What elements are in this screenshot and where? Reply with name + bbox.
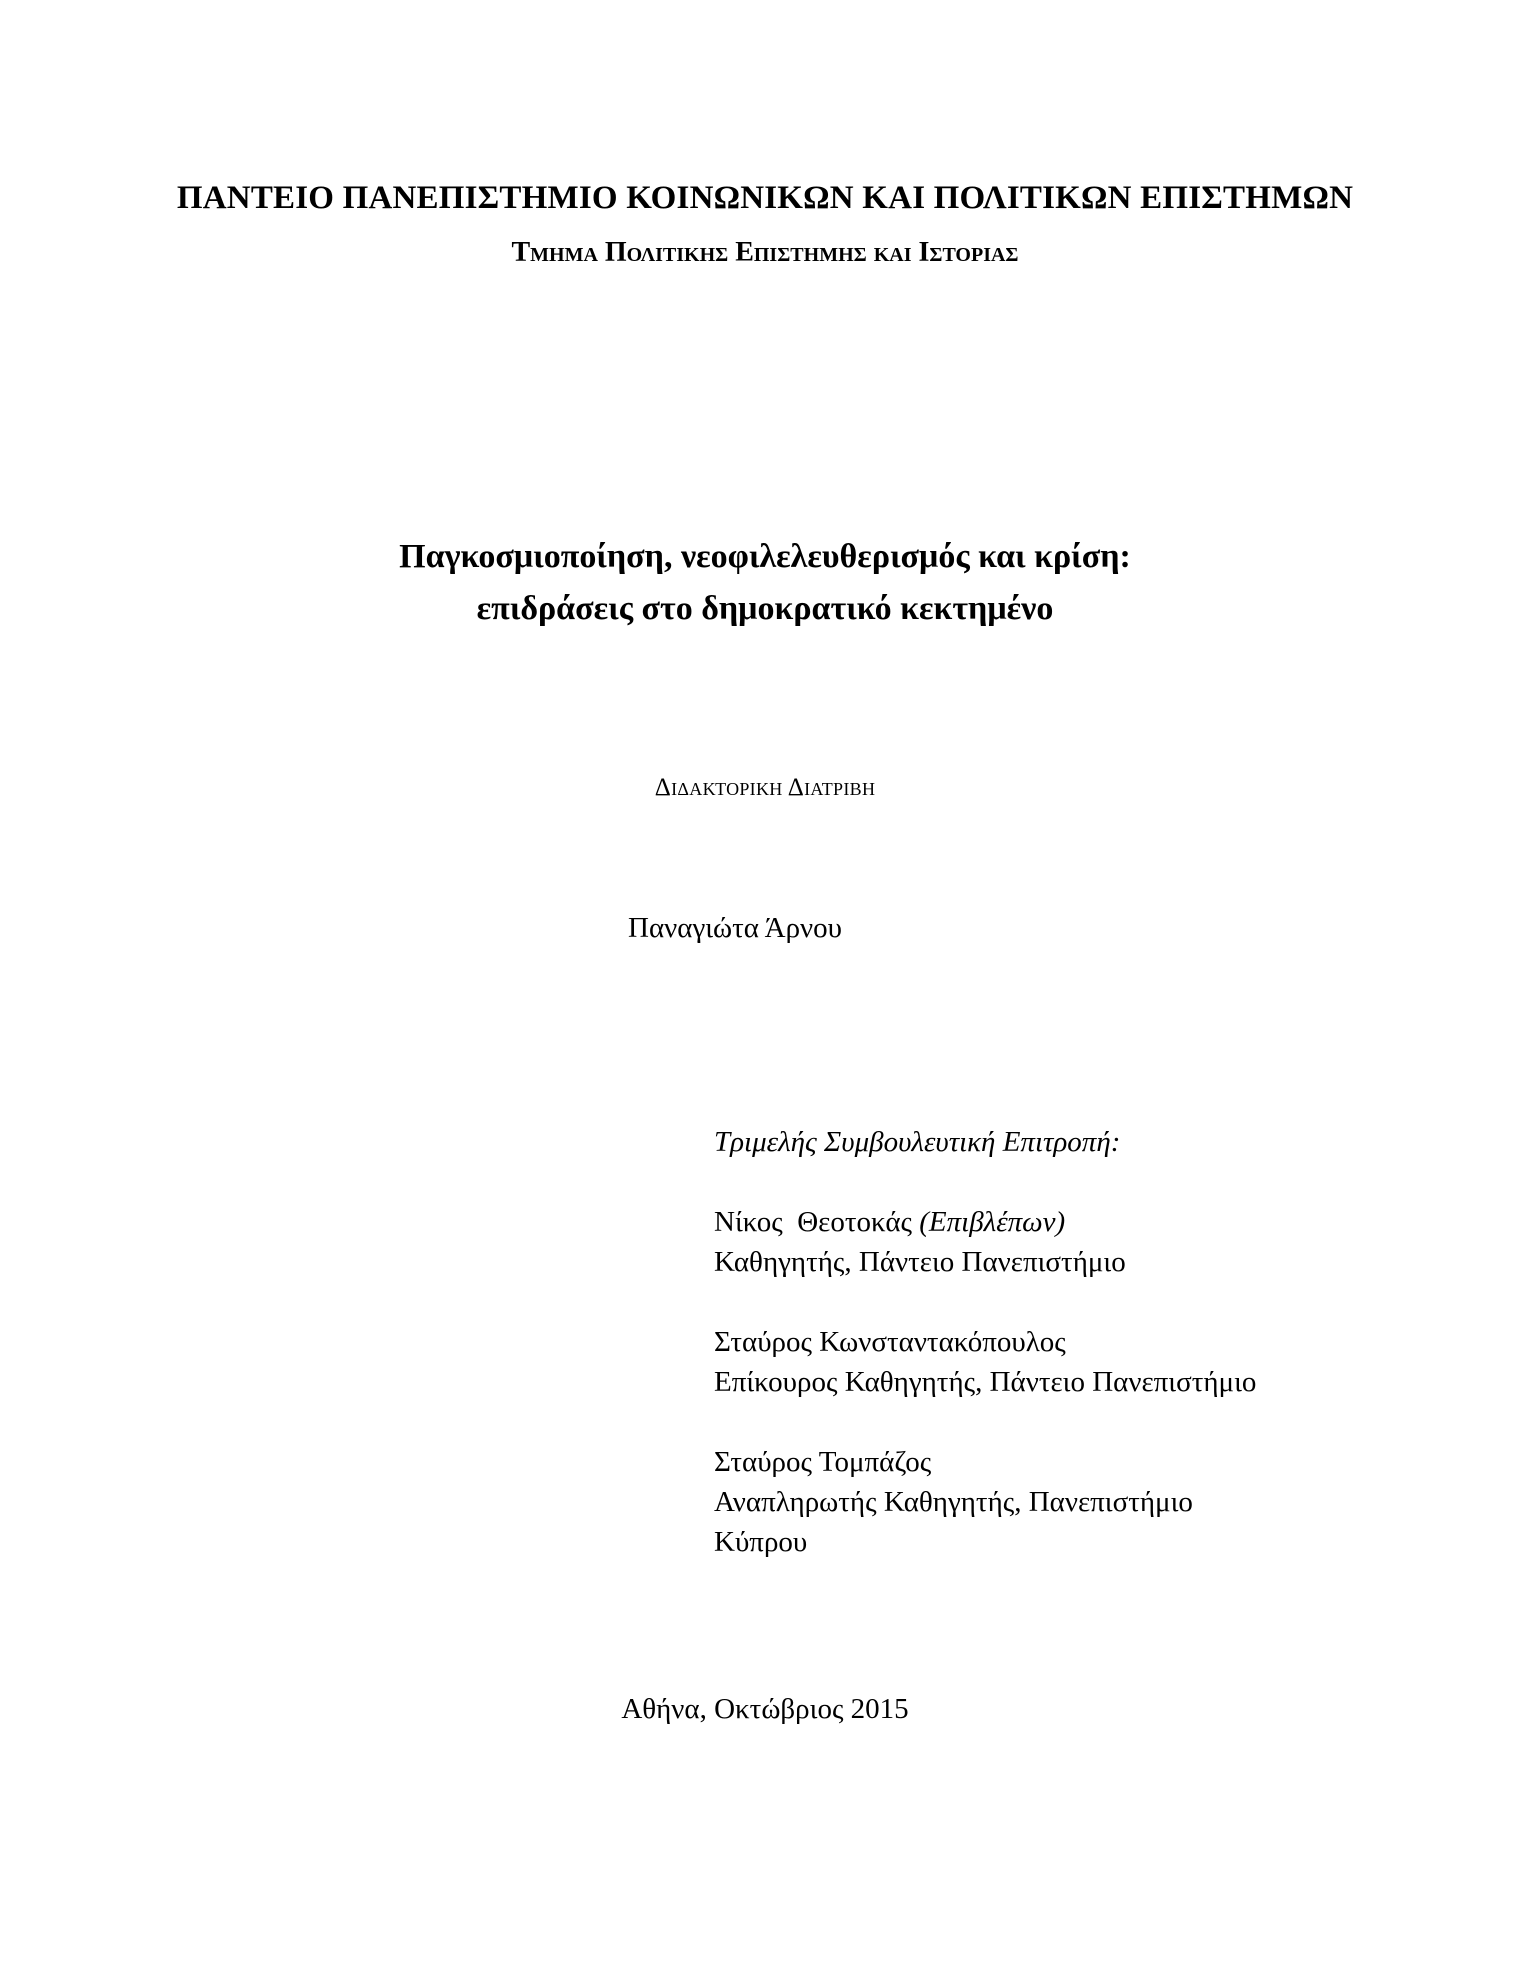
- place-and-date: Αθήνα, Οκτώβριος 2015: [621, 1693, 909, 1725]
- committee-member: [714, 1322, 1256, 1402]
- supervisor-note: (Επιβλέπων): [919, 1206, 1066, 1238]
- member-name: Σταύρος Τομπάζος: [714, 1446, 932, 1478]
- committee-member: [714, 1442, 1256, 1562]
- author-name: Παναγιώτα Άρνου: [628, 912, 843, 944]
- document-type: Διδακτορικη Διατριβη: [654, 774, 876, 801]
- thesis-title-line-1: Παγκοσμιοποίηση, νεοφιλελευθερισμός και κρίση:: [399, 538, 1131, 575]
- member-name-line: [714, 1202, 1256, 1242]
- department-name: Τμημα Πολιτικησ Επιστημησ και Ιστοριασ: [511, 237, 1019, 268]
- committee-heading: Τριμελής Συμβουλευτική Επιτροπή:: [714, 1126, 1121, 1158]
- committee-member: [714, 1202, 1256, 1282]
- advisory-committee: [714, 1122, 1256, 1602]
- member-position: Αναπληρωτής Καθηγητής, Πανεπιστήμιο: [714, 1486, 1193, 1518]
- member-name: Σταύρος Κωνσταντακόπουλος: [714, 1326, 1066, 1358]
- member-position: Επίκουρος Καθηγητής, Πάντειο Πανεπιστήμιο: [714, 1366, 1257, 1398]
- university-name: ΠΑΝΤΕΙΟ ΠΑΝΕΠΙΣΤΗΜΙΟ ΚΟΙΝΩΝΙΚΩΝ ΚΑΙ ΠΟΛΙΤΙΚΩΝ ΕΠΙΣΤΗΜΩΝ: [176, 180, 1354, 216]
- member-position-continued: Κύπρου: [714, 1526, 808, 1558]
- member-name: Νίκος Θεοτοκάς: [714, 1206, 913, 1238]
- thesis-title-line-2: επιδράσεις στο δημοκρατικό κεκτημένο: [476, 590, 1054, 627]
- member-position: Καθηγητής, Πάντειο Πανεπιστήμιο: [714, 1246, 1126, 1278]
